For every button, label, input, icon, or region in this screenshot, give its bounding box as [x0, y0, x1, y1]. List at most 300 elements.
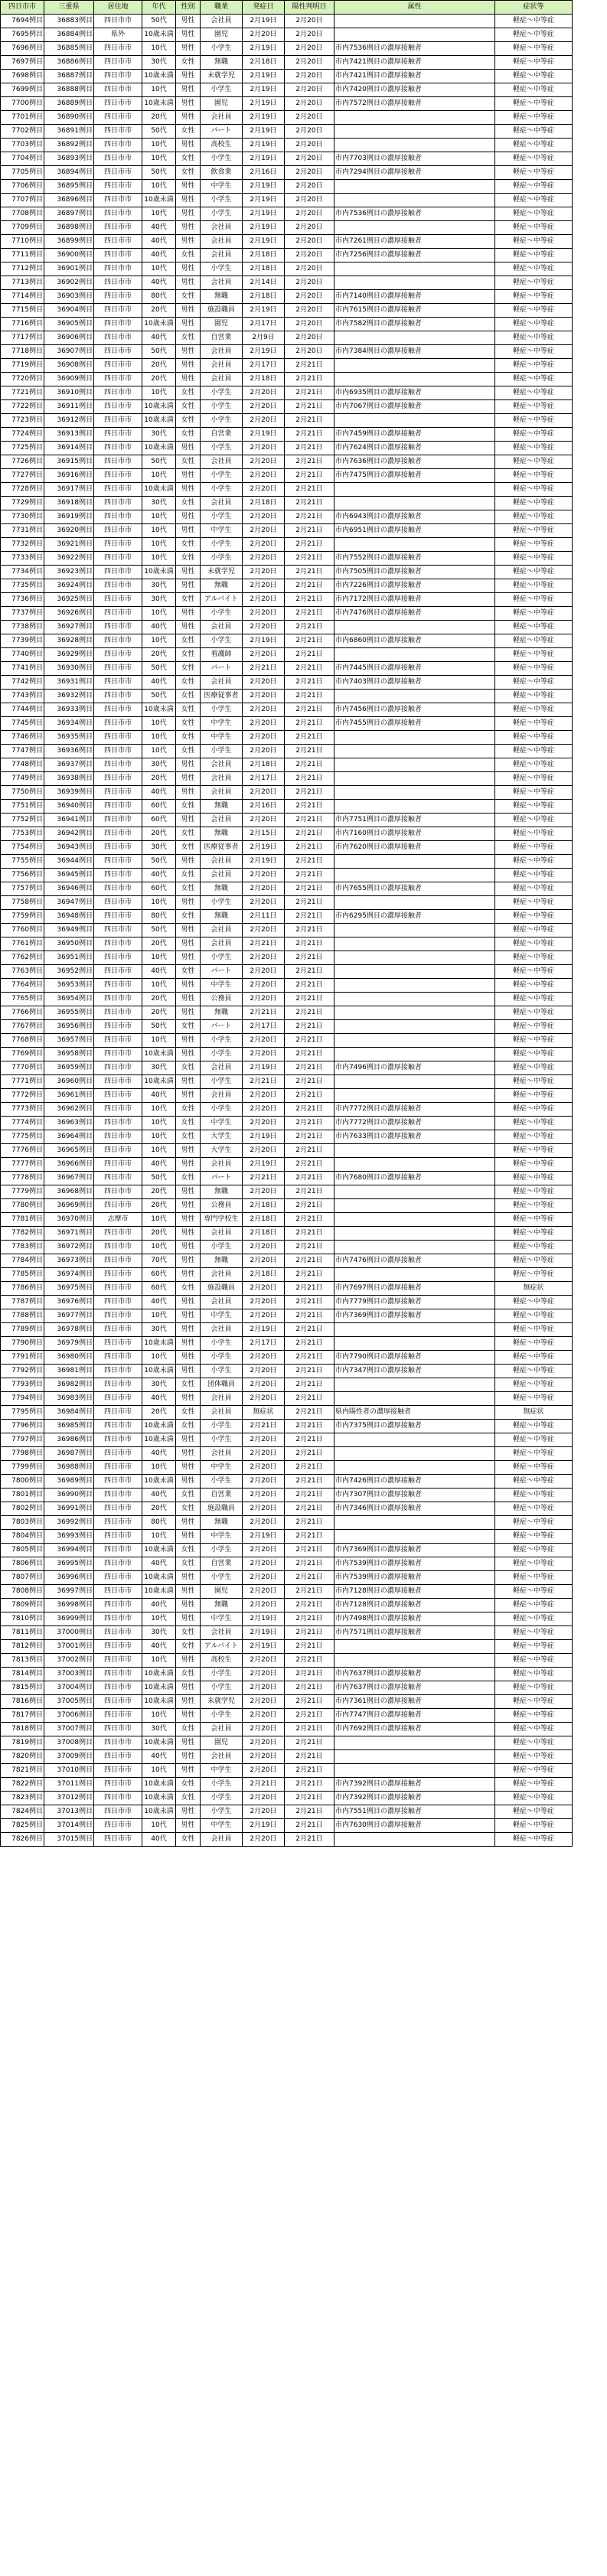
table-row [1, 910, 573, 924]
cell-age: 40代 [142, 1750, 176, 1764]
cell-symptoms: 軽症～中等症 [495, 1296, 573, 1309]
cell-onset-date: 2月20日 [243, 731, 285, 745]
cell-residence: 四日市市 [94, 1103, 142, 1117]
cell-sex: 男性 [176, 194, 201, 207]
cell-positive-date: 2月21日 [285, 1833, 335, 1847]
cell-symptoms: 軽症～中等症 [495, 731, 573, 745]
cell-age: 40代 [142, 965, 176, 979]
cell-attribute: 市内7140例目の濃厚接触者 [335, 290, 495, 304]
cell-symptoms: 軽症～中等症 [495, 331, 573, 345]
cell-prefecture-number: 36967例目 [44, 1172, 94, 1185]
cell-onset-date: 2月19日 [243, 111, 285, 125]
table-row [1, 1048, 573, 1061]
cell-sex: 男性 [176, 1213, 201, 1227]
cell-positive-date: 2月21日 [285, 924, 335, 937]
cell-sex: 女性 [176, 125, 201, 139]
cell-onset-date: 2月19日 [243, 1061, 285, 1075]
cell-city-number: 7810例目 [1, 1612, 44, 1626]
table-row [1, 1612, 573, 1626]
cell-sex: 男性 [176, 1805, 201, 1819]
cell-symptoms: 軽症～中等症 [495, 593, 573, 607]
cell-positive-date: 2月21日 [285, 1681, 335, 1695]
cell-occupation: 無職 [201, 827, 243, 841]
cell-positive-date: 2月21日 [285, 455, 335, 469]
cell-symptoms: 軽症～中等症 [495, 56, 573, 70]
cell-prefecture-number: 36969例目 [44, 1199, 94, 1213]
cell-age: 10歳未満 [142, 1337, 176, 1351]
cell-positive-date: 2月21日 [285, 359, 335, 373]
cell-occupation: 小学生 [201, 1034, 243, 1048]
cell-city-number: 7735例目 [1, 579, 44, 593]
cell-onset-date: 2月19日 [243, 1323, 285, 1337]
cell-prefecture-number: 36912例目 [44, 414, 94, 428]
table-row [1, 786, 573, 800]
cell-residence: 四日市市 [94, 648, 142, 662]
cell-onset-date: 2月20日 [243, 1103, 285, 1117]
cell-onset-date: 2月19日 [243, 1640, 285, 1654]
cell-onset-date: 2月20日 [243, 1489, 285, 1502]
cell-prefecture-number: 36906例目 [44, 331, 94, 345]
cell-positive-date: 2月21日 [285, 1089, 335, 1103]
cell-age: 10歳未満 [142, 1805, 176, 1819]
cell-residence: 四日市市 [94, 566, 142, 579]
cell-occupation: 園児 [201, 97, 243, 111]
cell-symptoms: 軽症～中等症 [495, 1144, 573, 1158]
cell-residence: 四日市市 [94, 579, 142, 593]
cell-prefecture-number: 36977例目 [44, 1309, 94, 1323]
cell-age: 20代 [142, 359, 176, 373]
cell-occupation: 施設職員 [201, 1502, 243, 1516]
cell-sex: 男性 [176, 1185, 201, 1199]
cell-occupation: 会社員 [201, 1392, 243, 1406]
cell-sex: 女性 [176, 717, 201, 731]
table-row [1, 1227, 573, 1241]
cell-positive-date: 2月21日 [285, 1254, 335, 1268]
cell-prefecture-number: 37003例目 [44, 1668, 94, 1681]
cell-attribute [335, 979, 495, 993]
cell-prefecture-number: 36932例目 [44, 690, 94, 703]
cell-age: 60代 [142, 800, 176, 814]
cell-positive-date: 2月21日 [285, 910, 335, 924]
cell-symptoms: 軽症～中等症 [495, 1640, 573, 1654]
cell-onset-date: 2月18日 [243, 497, 285, 510]
cell-sex: 女性 [176, 965, 201, 979]
cell-sex: 男性 [176, 373, 201, 386]
table-row [1, 1392, 573, 1406]
cell-onset-date: 2月20日 [243, 1282, 285, 1296]
cell-residence: 四日市市 [94, 1489, 142, 1502]
cell-symptoms: 軽症～中等症 [495, 111, 573, 125]
cell-city-number: 7790例目 [1, 1337, 44, 1351]
cell-residence: 四日市市 [94, 1365, 142, 1378]
cell-city-number: 7815例目 [1, 1681, 44, 1695]
cell-prefecture-number: 36995例目 [44, 1557, 94, 1571]
cell-onset-date: 2月21日 [243, 1006, 285, 1020]
cell-city-number: 7778例目 [1, 1172, 44, 1185]
cell-onset-date: 2月20日 [243, 1241, 285, 1254]
cell-occupation: 中学生 [201, 524, 243, 538]
cell-symptoms: 軽症～中等症 [495, 1571, 573, 1585]
cell-positive-date: 2月21日 [285, 800, 335, 814]
cell-age: 10代 [142, 552, 176, 566]
cell-residence: 四日市市 [94, 1158, 142, 1172]
cell-age: 50代 [142, 924, 176, 937]
cell-residence: 四日市市 [94, 1130, 142, 1144]
cell-positive-date: 2月21日 [285, 1502, 335, 1516]
cell-prefecture-number: 36964例目 [44, 1130, 94, 1144]
cell-residence: 四日市市 [94, 139, 142, 152]
cell-prefecture-number: 36911例目 [44, 400, 94, 414]
cell-positive-date: 2月21日 [285, 979, 335, 993]
cell-age: 10歳未満 [142, 1420, 176, 1433]
table-row [1, 1654, 573, 1668]
cell-symptoms: 軽症～中等症 [495, 70, 573, 83]
cell-prefecture-number: 36933例目 [44, 703, 94, 717]
cell-attribute: 市内7456例目の濃厚接触者 [335, 703, 495, 717]
cell-symptoms: 軽症～中等症 [495, 455, 573, 469]
table-row [1, 855, 573, 869]
cell-onset-date: 2月21日 [243, 662, 285, 676]
cell-positive-date: 2月21日 [285, 1158, 335, 1172]
cell-onset-date: 2月17日 [243, 1337, 285, 1351]
cell-onset-date: 2月20日 [243, 1571, 285, 1585]
cell-attribute [335, 1433, 495, 1447]
cell-sex: 男性 [176, 758, 201, 772]
cell-positive-date: 2月21日 [285, 1709, 335, 1723]
cell-city-number: 7788例目 [1, 1309, 44, 1323]
cell-sex: 男性 [176, 276, 201, 290]
cell-symptoms: 軽症～中等症 [495, 1557, 573, 1571]
cell-positive-date: 2月21日 [285, 1117, 335, 1130]
cell-attribute [335, 1199, 495, 1213]
cell-prefecture-number: 36943例目 [44, 841, 94, 855]
cell-attribute: 市内7392例目の濃厚接触者 [335, 1792, 495, 1805]
table-row [1, 386, 573, 400]
cell-symptoms: 軽症～中等症 [495, 1075, 573, 1089]
cell-age: 20代 [142, 772, 176, 786]
cell-symptoms: 軽症～中等症 [495, 1723, 573, 1736]
cell-symptoms: 軽症～中等症 [495, 276, 573, 290]
table-row [1, 166, 573, 180]
table-row [1, 1792, 573, 1805]
table-row [1, 1282, 573, 1296]
cell-city-number: 7760例目 [1, 924, 44, 937]
cell-symptoms: 軽症～中等症 [495, 483, 573, 497]
cell-onset-date: 2月20日 [243, 1502, 285, 1516]
table-row [1, 400, 573, 414]
cell-age: 10代 [142, 1461, 176, 1475]
cell-symptoms: 軽症～中等症 [495, 1502, 573, 1516]
cell-occupation: 会社員 [201, 1447, 243, 1461]
table-row [1, 442, 573, 455]
cell-symptoms: 軽症～中等症 [495, 1309, 573, 1323]
cell-city-number: 7705例目 [1, 166, 44, 180]
cell-occupation: 高校生 [201, 1654, 243, 1668]
cell-attribute: 市内7536例目の濃厚接触者 [335, 207, 495, 221]
cell-symptoms: 軽症～中等症 [495, 510, 573, 524]
cell-symptoms: 軽症～中等症 [495, 1750, 573, 1764]
cell-occupation: 小学生 [201, 1048, 243, 1061]
cell-residence: 四日市市 [94, 1516, 142, 1530]
cell-positive-date: 2月21日 [285, 1365, 335, 1378]
cell-onset-date: 2月19日 [243, 1530, 285, 1544]
cell-age: 30代 [142, 1323, 176, 1337]
cell-attribute [335, 690, 495, 703]
cell-positive-date: 2月21日 [285, 731, 335, 745]
cell-prefecture-number: 36900例目 [44, 249, 94, 262]
cell-city-number: 7709例目 [1, 221, 44, 235]
cell-city-number: 7782例目 [1, 1227, 44, 1241]
table-row [1, 827, 573, 841]
cell-residence: 四日市市 [94, 386, 142, 400]
cell-residence: 四日市市 [94, 483, 142, 497]
cell-residence: 四日市市 [94, 1750, 142, 1764]
cell-prefecture-number: 36990例目 [44, 1489, 94, 1502]
cell-prefecture-number: 36970例目 [44, 1213, 94, 1227]
table-row [1, 510, 573, 524]
table-row [1, 1158, 573, 1172]
cell-positive-date: 2月21日 [285, 1296, 335, 1309]
cell-prefecture-number: 36896例目 [44, 194, 94, 207]
cell-occupation: 小学生 [201, 207, 243, 221]
cell-residence: 四日市市 [94, 1006, 142, 1020]
cell-prefecture-number: 36894例目 [44, 166, 94, 180]
cell-attribute: 市内6295例目の濃厚接触者 [335, 910, 495, 924]
cell-prefecture-number: 36909例目 [44, 373, 94, 386]
cell-occupation: 会社員 [201, 15, 243, 28]
cell-symptoms: 軽症～中等症 [495, 1736, 573, 1750]
cell-attribute: 市内7572例目の濃厚接触者 [335, 97, 495, 111]
cell-onset-date: 2月20日 [243, 1599, 285, 1612]
cell-residence: 四日市市 [94, 1089, 142, 1103]
cell-prefecture-number: 36904例目 [44, 304, 94, 318]
table-row [1, 538, 573, 552]
table-row [1, 1420, 573, 1433]
table-row [1, 690, 573, 703]
cell-occupation: 無職 [201, 1599, 243, 1612]
cell-attribute [335, 359, 495, 373]
cell-sex: 女性 [176, 1626, 201, 1640]
cell-city-number: 7745例目 [1, 717, 44, 731]
cell-city-number: 7791例目 [1, 1351, 44, 1365]
cell-symptoms: 軽症～中等症 [495, 1626, 573, 1640]
cell-occupation: 未就学児 [201, 566, 243, 579]
table-row [1, 524, 573, 538]
cell-prefecture-number: 36899例目 [44, 235, 94, 249]
cell-onset-date: 2月19日 [243, 345, 285, 359]
cell-prefecture-number: 36916例目 [44, 469, 94, 483]
cell-onset-date: 2月20日 [243, 979, 285, 993]
cell-occupation: 会社員 [201, 249, 243, 262]
cell-age: 20代 [142, 937, 176, 951]
cell-city-number: 7727例目 [1, 469, 44, 483]
cell-city-number: 7811例目 [1, 1626, 44, 1640]
cell-attribute: 市内7615例目の濃厚接触者 [335, 304, 495, 318]
cell-prefecture-number: 37014例目 [44, 1819, 94, 1833]
cell-occupation: 医療従事者 [201, 841, 243, 855]
cell-city-number: 7816例目 [1, 1695, 44, 1709]
cell-residence: 四日市市 [94, 42, 142, 56]
cell-residence: 四日市市 [94, 359, 142, 373]
cell-prefecture-number: 36907例目 [44, 345, 94, 359]
cell-city-number: 7714例目 [1, 290, 44, 304]
header-occupation: 職業 [201, 1, 243, 15]
cell-positive-date: 2月21日 [285, 1227, 335, 1241]
cell-age: 10歳未満 [142, 97, 176, 111]
table-row [1, 937, 573, 951]
cell-residence: 四日市市 [94, 1819, 142, 1833]
cell-city-number: 7763例目 [1, 965, 44, 979]
table-row [1, 28, 573, 42]
header-sex: 性別 [176, 1, 201, 15]
cell-symptoms: 軽症～中等症 [495, 97, 573, 111]
cell-city-number: 7712例目 [1, 262, 44, 276]
cell-age: 80代 [142, 1516, 176, 1530]
cell-attribute: 市内7455例目の濃厚接触者 [335, 717, 495, 731]
cell-city-number: 7800例目 [1, 1475, 44, 1489]
cell-occupation: 自営業 [201, 428, 243, 442]
cell-onset-date: 2月21日 [243, 1172, 285, 1185]
cell-occupation: 小学生 [201, 42, 243, 56]
cell-positive-date: 2月21日 [285, 814, 335, 827]
cell-sex: 男性 [176, 70, 201, 83]
cell-onset-date: 2月19日 [243, 221, 285, 235]
cell-occupation: パート [201, 1020, 243, 1034]
cell-attribute: 市内7636例目の濃厚接触者 [335, 455, 495, 469]
cell-prefecture-number: 36950例目 [44, 937, 94, 951]
cell-residence: 四日市市 [94, 414, 142, 428]
cell-sex: 女性 [176, 331, 201, 345]
cell-age: 10代 [142, 152, 176, 166]
table-row [1, 745, 573, 758]
cell-attribute [335, 1020, 495, 1034]
cell-city-number: 7773例目 [1, 1103, 44, 1117]
cell-residence: 四日市市 [94, 428, 142, 442]
cell-prefecture-number: 36926例目 [44, 607, 94, 621]
table-row [1, 70, 573, 83]
cell-prefecture-number: 36994例目 [44, 1544, 94, 1557]
cell-residence: 四日市市 [94, 676, 142, 690]
cell-city-number: 7822例目 [1, 1778, 44, 1792]
cell-residence: 四日市市 [94, 455, 142, 469]
cell-positive-date: 2月20日 [285, 28, 335, 42]
table-row [1, 1130, 573, 1144]
header-prefecture-number: 三重県 [44, 1, 94, 15]
cell-occupation: 会社員 [201, 1323, 243, 1337]
cell-prefecture-number: 37005例目 [44, 1695, 94, 1709]
cell-sex: 男性 [176, 510, 201, 524]
cell-positive-date: 2月21日 [285, 855, 335, 869]
cell-residence: 四日市市 [94, 221, 142, 235]
cell-age: 10代 [142, 1764, 176, 1778]
cell-age: 10代 [142, 207, 176, 221]
cell-residence: 四日市市 [94, 1668, 142, 1681]
cell-symptoms: 軽症～中等症 [495, 634, 573, 648]
cell-prefecture-number: 36947例目 [44, 896, 94, 910]
table-row [1, 1213, 573, 1227]
cell-occupation: 会社員 [201, 1833, 243, 1847]
cell-positive-date: 2月20日 [285, 111, 335, 125]
cell-attribute: 市内7421例目の濃厚接触者 [335, 56, 495, 70]
table-row [1, 676, 573, 690]
cell-sex: 男性 [176, 221, 201, 235]
cell-city-number: 7734例目 [1, 566, 44, 579]
cell-onset-date: 2月20日 [243, 882, 285, 896]
cell-age: 10代 [142, 951, 176, 965]
cell-onset-date: 2月20日 [243, 1296, 285, 1309]
cell-onset-date: 2月18日 [243, 249, 285, 262]
cell-residence: 四日市市 [94, 1351, 142, 1365]
cell-sex: 男性 [176, 814, 201, 827]
cell-age: 20代 [142, 1185, 176, 1199]
cell-onset-date: 2月21日 [243, 1420, 285, 1433]
cell-attribute [335, 937, 495, 951]
cell-positive-date: 2月21日 [285, 1309, 335, 1323]
cell-onset-date: 2月20日 [243, 1805, 285, 1819]
cell-positive-date: 2月21日 [285, 1406, 335, 1420]
cell-sex: 男性 [176, 937, 201, 951]
cell-sex: 男性 [176, 1709, 201, 1723]
cell-sex: 女性 [176, 1544, 201, 1557]
cell-occupation: 小学生 [201, 1805, 243, 1819]
cell-attribute: 市内7128例目の濃厚接触者 [335, 1585, 495, 1599]
cell-attribute: 市内7226例目の濃厚接触者 [335, 579, 495, 593]
table-row [1, 1433, 573, 1447]
cell-city-number: 7771例目 [1, 1075, 44, 1089]
cell-prefecture-number: 36931例目 [44, 676, 94, 690]
cell-onset-date: 2月20日 [243, 924, 285, 937]
cell-age: 40代 [142, 1833, 176, 1847]
cell-positive-date: 2月21日 [285, 827, 335, 841]
cell-attribute: 市内7445例目の濃厚接触者 [335, 662, 495, 676]
cell-symptoms: 軽症～中等症 [495, 469, 573, 483]
cell-symptoms: 軽症～中等症 [495, 1433, 573, 1447]
cell-age: 10代 [142, 1709, 176, 1723]
cell-positive-date: 2月21日 [285, 1351, 335, 1365]
cell-sex: 男性 [176, 28, 201, 42]
cell-city-number: 7767例目 [1, 1020, 44, 1034]
cell-symptoms: 軽症～中等症 [495, 1392, 573, 1406]
cell-sex: 男性 [176, 483, 201, 497]
cell-residence: 四日市市 [94, 1254, 142, 1268]
cell-age: 30代 [142, 1061, 176, 1075]
cell-occupation: 小学生 [201, 1241, 243, 1254]
cell-sex: 女性 [176, 1420, 201, 1433]
cell-occupation: 小学生 [201, 538, 243, 552]
cell-prefecture-number: 36903例目 [44, 290, 94, 304]
cell-attribute: 市内7637例目の濃厚接触者 [335, 1681, 495, 1695]
cell-age: 10歳未満 [142, 442, 176, 455]
cell-city-number: 7758例目 [1, 896, 44, 910]
cell-sex: 女性 [176, 1778, 201, 1792]
cell-occupation: 小学生 [201, 1571, 243, 1585]
table-row [1, 607, 573, 621]
cell-symptoms: 軽症～中等症 [495, 965, 573, 979]
cell-positive-date: 2月21日 [285, 400, 335, 414]
cell-sex: 男性 [176, 1158, 201, 1172]
cell-residence: 四日市市 [94, 1654, 142, 1668]
table-row [1, 1695, 573, 1709]
cell-symptoms: 軽症～中等症 [495, 221, 573, 235]
cell-occupation: 会社員 [201, 1158, 243, 1172]
cell-age: 10歳未満 [142, 566, 176, 579]
cell-city-number: 7747例目 [1, 745, 44, 758]
cell-onset-date: 2月18日 [243, 262, 285, 276]
cell-attribute: 市内7498例目の濃厚接触者 [335, 1612, 495, 1626]
cell-attribute: 市内7624例目の濃厚接触者 [335, 442, 495, 455]
cell-symptoms: 軽症～中等症 [495, 28, 573, 42]
cell-occupation: アルバイト [201, 593, 243, 607]
